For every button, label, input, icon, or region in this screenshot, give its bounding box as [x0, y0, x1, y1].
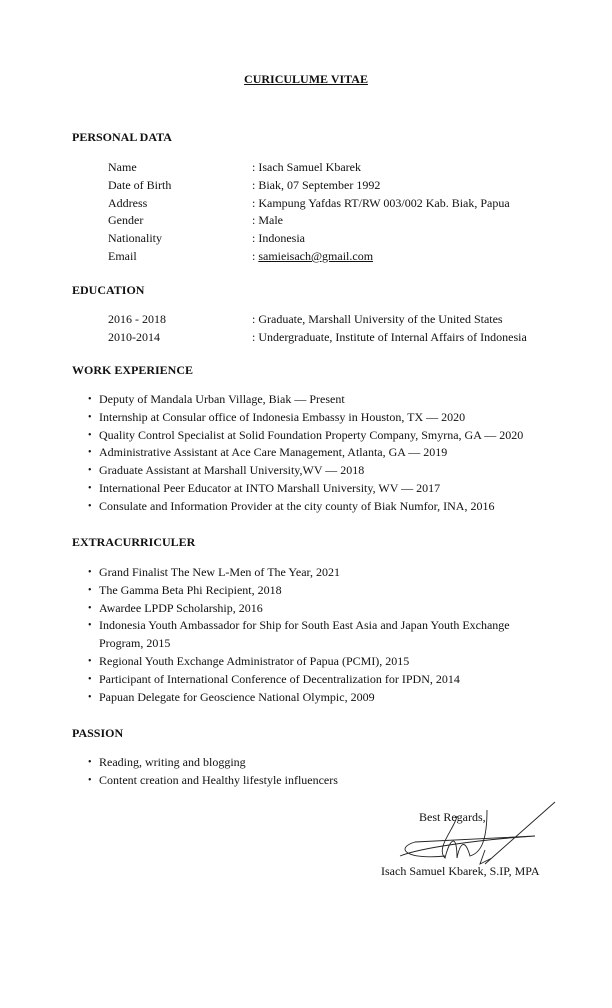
education-row [108, 329, 527, 347]
value [252, 248, 373, 266]
label: Gender [108, 213, 144, 228]
education-list [108, 311, 527, 347]
list-item: • Internship at Consular office of Indonesia Embassy in Houston, TX — 2020 [88, 409, 538, 427]
extra-heading: EXTRACURRICULER [72, 535, 196, 549]
personal-row-gender [108, 212, 283, 230]
page-title [0, 72, 612, 87]
title-text: CURICULUME VITAE [244, 72, 368, 86]
personal-row-name [108, 159, 361, 177]
list-item: • Reading, writing and blogging [88, 754, 538, 772]
personal-row-nationality [108, 230, 305, 248]
list-item: • Awardee LPDP Scholarship, 2016 [88, 600, 518, 618]
value: : Graduate, Marshall University of the United States [252, 312, 503, 326]
label: 2016 - 2018 [108, 312, 166, 326]
education-heading: EDUCATION [72, 283, 145, 297]
list-item: • Indonesia Youth Ambassador for Ship for South East Asia and Japan Youth Exchange Program, 2015 [88, 617, 518, 653]
work-list [88, 391, 538, 516]
closing-name: Isach Samuel Kbarek, S.IP, MPA [381, 864, 540, 878]
list-item: • Consulate and Information Provider at the city county of Biak Numfor, INA, 2016 [88, 498, 538, 516]
passion-heading: PASSION [72, 726, 124, 740]
list-item: • Regional Youth Exchange Administrator of Papua (PCMI), 2015 [88, 653, 518, 671]
label: Nationality [108, 231, 162, 246]
list-item: • Graduate Assistant at Marshall University,WV — 2018 [88, 462, 538, 480]
list-item: • Papuan Delegate for Geoscience National Olympic, 2009 [88, 689, 518, 707]
list-item: • Administrative Assistant at Ace Care Management, Atlanta, GA — 2019 [88, 444, 538, 462]
list-item: • Deputy of Mandala Urban Village, Biak — Present [88, 391, 538, 409]
value: : Indonesia [252, 231, 305, 246]
extra-list [88, 564, 518, 706]
signature-icon [395, 798, 560, 868]
value: : Undergraduate, Institute of Internal Affairs of Indonesia [252, 329, 527, 344]
personal-heading: PERSONAL DATA [72, 130, 172, 144]
list-item: • Grand Finalist The New L-Men of The Year, 2021 [88, 564, 518, 582]
closing-regards: Best Regards, [419, 810, 486, 824]
personal-row-address [108, 195, 510, 213]
list-item: • Participant of International Conference of Decentralization for IPDN, 2014 [88, 671, 518, 689]
list-item: • Content creation and Healthy lifestyle influencers [88, 772, 538, 790]
value: : Biak, 07 September 1992 [252, 177, 381, 192]
colon: : [252, 248, 259, 263]
personal-row-email [108, 248, 374, 266]
personal-data-list [108, 159, 510, 266]
value: : Isach Samuel Kbarek [252, 160, 361, 174]
value: : Male [252, 213, 283, 228]
label: Date of Birth [108, 177, 172, 192]
email-link[interactable]: samieisach@gmail.com [258, 248, 374, 263]
personal-row-dob [108, 177, 381, 195]
list-item: • Quality Control Specialist at Solid Foundation Property Company, Smyrna, GA — 2020 [88, 427, 538, 445]
label: Email [108, 248, 137, 263]
passion-list [88, 754, 538, 790]
label: Name [108, 160, 137, 174]
work-heading: WORK EXPERIENCE [72, 363, 194, 377]
list-item: • The Gamma Beta Phi Recipient, 2018 [88, 582, 518, 600]
label: 2010-2014 [108, 329, 160, 344]
list-item: • International Peer Educator at INTO Marshall University, WV — 2017 [88, 480, 538, 498]
value: : Kampung Yafdas RT/RW 003/002 Kab. Biak, Papua [252, 195, 510, 210]
label: Address [108, 195, 148, 210]
education-row [108, 311, 503, 329]
